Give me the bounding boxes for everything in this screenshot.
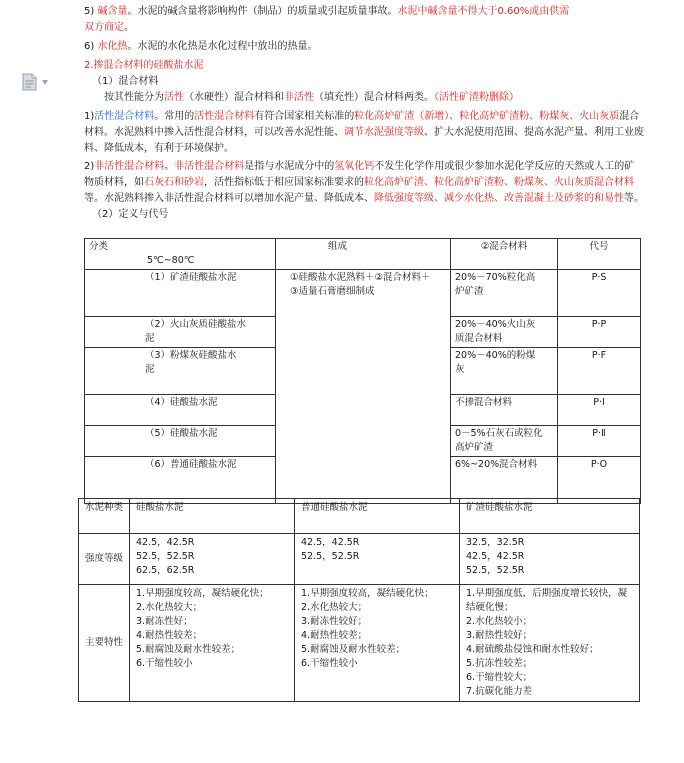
cement-name: （5）硅酸盐水泥 — [85, 426, 276, 457]
code-cell: P·S — [558, 270, 641, 317]
header-composition: 组成 — [276, 239, 451, 270]
code-cell: P·O — [558, 457, 641, 504]
feature-cell: 1.早期强度低，后期强度增长较快，凝结硬化慢； 2.水化热较小； 3.耐热性较好； 4.耐硫酸盐侵蚀和耐水性较好； 5.抗冻性较差； 6.干缩性较大； 7.抗碳化能力差 — [460, 585, 640, 702]
composition-cell: ①硅酸盐水泥熟料＋②混合材料＋③适量石膏磨细制成 — [276, 270, 451, 504]
feature-cell: 1.早期强度较高，凝结硬化快； 2.水化热较大； 3.耐冻性好； 4.耐热性较差； 5.耐腐蚀及耐水性较差； 6.干缩性较小 — [130, 585, 295, 702]
mix-cell: 20%－40%的粉煤灰 — [451, 348, 558, 395]
table-row — [85, 270, 641, 317]
grade-cell: 42.5，42.5R 52.5，52.5R — [295, 534, 460, 585]
grade-cell: 32.5，32.5R 42.5，42.5R 52.5，52.5R — [460, 534, 640, 585]
header-code: 代号 — [558, 239, 641, 270]
table-header-row — [79, 499, 640, 534]
header-mixed-material: ②混合材料 — [451, 239, 558, 270]
mix-cell: 20%－70%粒化高炉矿渣 — [451, 270, 558, 317]
para-active-mixed: 1)活性混合材料。常用的活性混合材料有符合国家相关标准的粒化高炉矿渣（新增）、粒化高炉矿渣粉、粉煤灰、火山灰质混合材料。水泥熟料中掺入活性混合材料，可以改善水泥性能、调节水泥强度等级、扩大水泥使用范围、提高水泥产量、利用工业废料、降低成本，有利于环境保护。 — [84, 111, 644, 154]
row-header-type: 水泥种类 — [79, 499, 130, 534]
code-cell: P·Ⅰ — [558, 395, 641, 426]
para-hydration-heat: 6) 水化热。水泥的水化热是水化过程中放出的热量。 — [84, 41, 318, 52]
table-row — [79, 585, 640, 702]
temp-note: 5℃~80℃ — [147, 255, 195, 266]
cement-name: （2）火山灰质硅酸盐水泥 — [85, 317, 276, 348]
mix-cell: 0－5%石灰石或粒化高炉矿渣 — [451, 426, 558, 457]
column-header: 普通硅酸盐水泥 — [295, 499, 460, 534]
row-label-grade: 强度等级 — [79, 534, 130, 585]
table-header-row — [85, 239, 641, 270]
cement-definition-table — [84, 238, 641, 504]
document-page-icon[interactable] — [20, 72, 40, 92]
mix-cell: 6%~20%混合材料 — [451, 457, 558, 504]
para-inactive-mixed: 2)非活性混合材料。非活性混合材料是指与水泥成分中的氢氧化钙不发生化学作用或很少参加水泥化学反应的天然或人工的矿物质材料，如石灰石和砂岩，活性指标低于相应国家标准要求的粒化高炉矿渣、粒化高炉矿渣粉、粉煤灰、火山灰质混合材料等。水泥熟料掺入非活性混合材料可以增加水泥产量、降低成本、降低强度等级、减少水化热、改善混凝土及砂浆的和易性等。 — [84, 161, 644, 204]
cement-name: （4）硅酸盐水泥 — [85, 395, 276, 426]
mix-cell: 不掺混合材料 — [451, 395, 558, 426]
row-label-features: 主要特性 — [79, 585, 130, 702]
para-intro: 按其性能分为活性（水硬性）混合材料和非活性（填充性）混合材料两类。（活性矿渣粉删除） — [104, 92, 519, 103]
column-header: 硅酸盐水泥 — [130, 499, 295, 534]
column-header: 矿渣硅酸盐水泥 — [460, 499, 640, 534]
para-alkali-cont: 双方商定。 — [84, 22, 134, 33]
document-body — [84, 0, 644, 223]
grade-cell: 42.5，42.5R 52.5，52.5R 62.5，62.5R — [130, 534, 295, 585]
code-cell: P·F — [558, 348, 641, 395]
mix-cell: 20%－40%火山灰质混合材料 — [451, 317, 558, 348]
sub-heading-definition: （2）定义与代号 — [92, 209, 169, 220]
code-cell: P·Ⅱ — [558, 426, 641, 457]
cement-properties-table — [78, 498, 640, 702]
para-alkali: 5) 碱含量。水泥的碱含量将影响构件（制品）的质量或引起质量事故。水泥中碱含量不得大于0.60%或由供需 — [84, 6, 570, 17]
cement-name: （3）粉煤灰硅酸盐水泥 — [85, 348, 276, 395]
feature-cell: 1.早期强度较高，凝结硬化快； 2.水化热较大； 3.耐冻性较好； 4.耐热性较差； 5.耐腐蚀及耐水性较差； 6.干缩性较小 — [295, 585, 460, 702]
table-row — [79, 534, 640, 585]
sub-heading-mixed: （1）混合材料 — [92, 76, 159, 87]
chevron-down-icon[interactable] — [42, 80, 48, 85]
header-category: 分类 5℃~80℃ — [85, 239, 276, 270]
cement-name: （1）矿渣硅酸盐水泥 — [85, 270, 276, 317]
cement-name: （6）普通硅酸盐水泥 — [85, 457, 276, 504]
section-heading: 2.掺混合材料的硅酸盐水泥 — [84, 60, 204, 71]
code-cell: P·P — [558, 317, 641, 348]
